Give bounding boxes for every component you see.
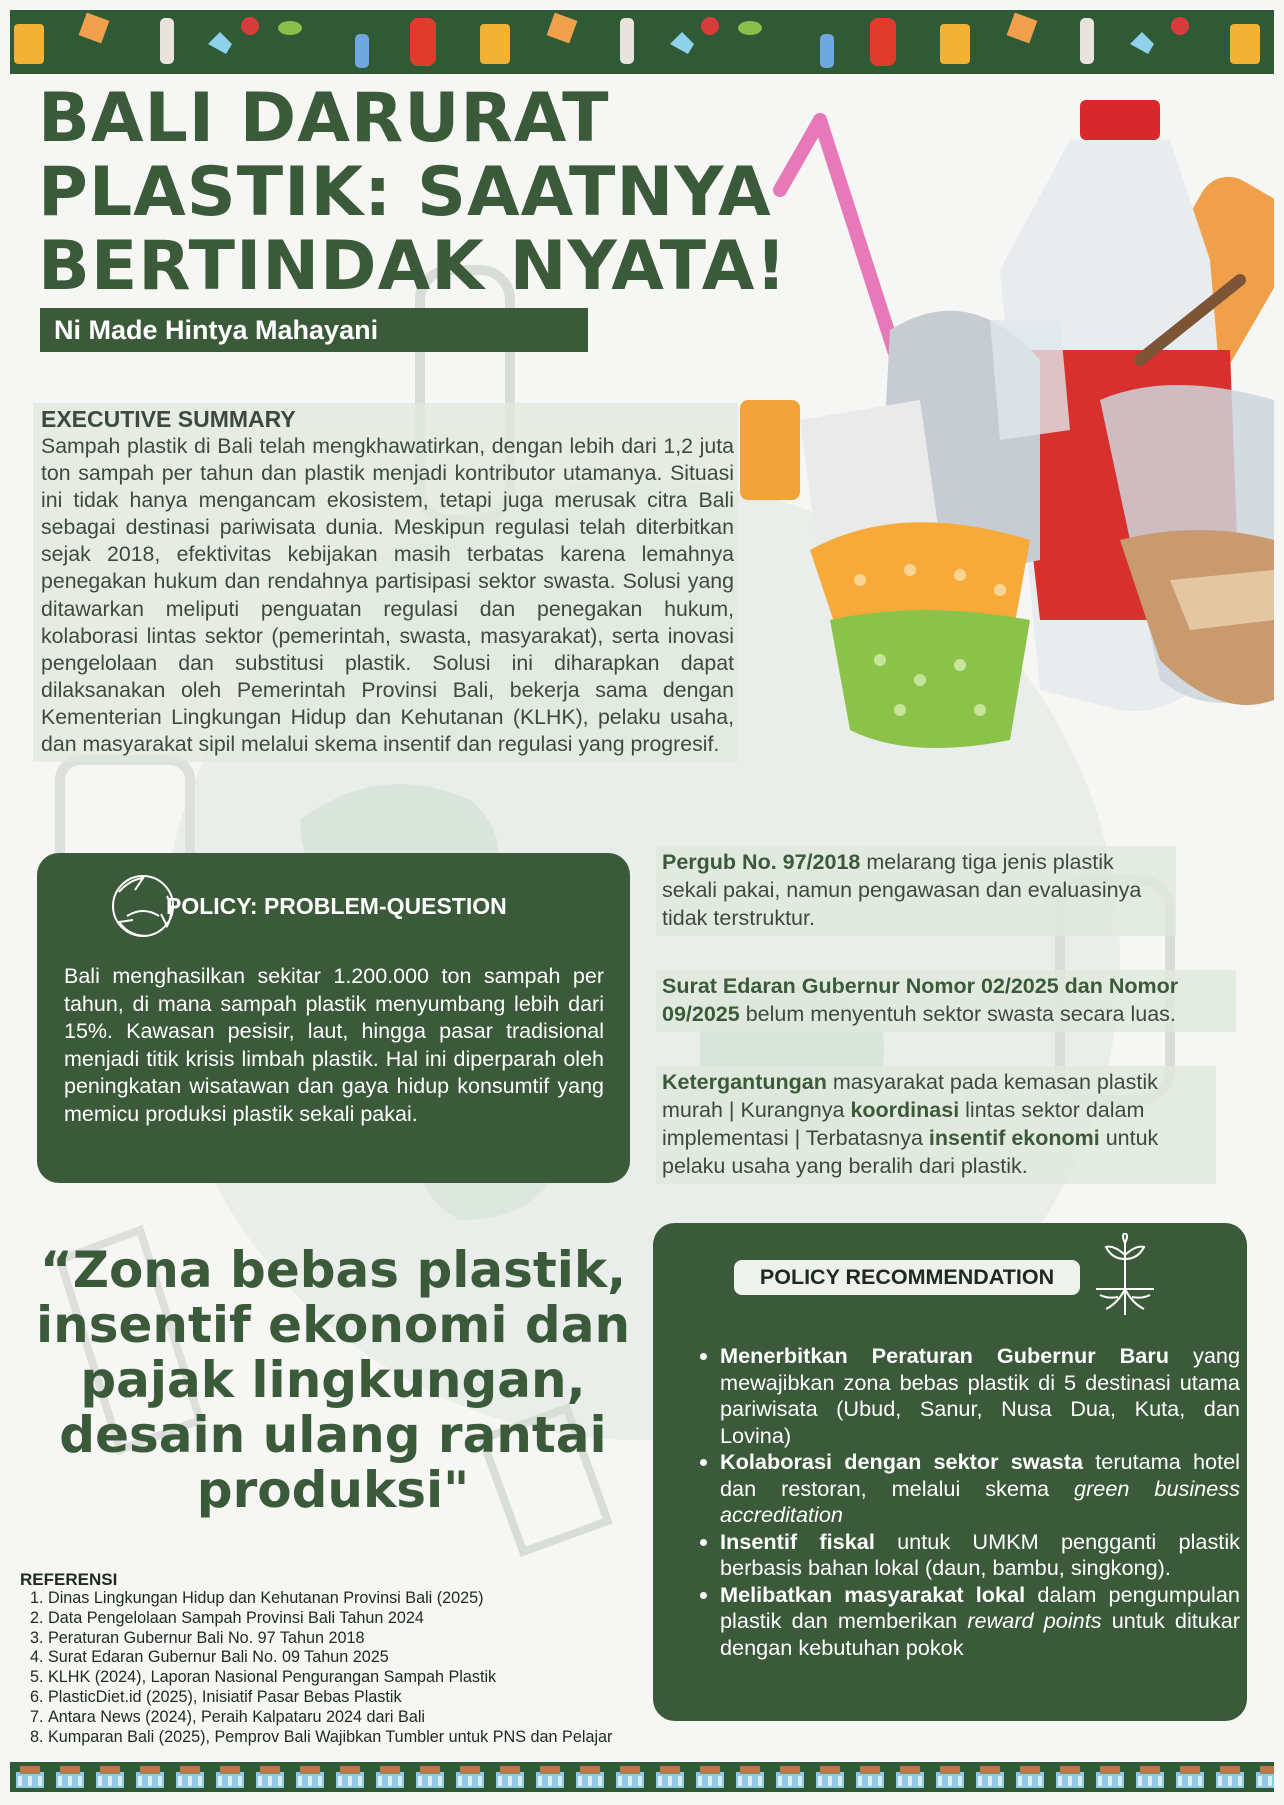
reference-item: 8. Kumparan Bali (2025), Pemprov Bali Wajibkan Tumbler untuk PNS dan Pelajar bbox=[48, 1728, 612, 1748]
fact-ketergantungan-text-3: untuk pelaku usaha yang beralih dari plastik. bbox=[662, 1126, 1159, 1178]
recommendation-item-4-text-2: untuk ditukar dengan kebutuhan pokok bbox=[720, 1608, 1240, 1660]
policy-recommendation-label: POLICY RECOMMENDATION bbox=[734, 1260, 1080, 1295]
title-line-3: BERTINDAK NYATA! bbox=[38, 227, 788, 306]
reference-item: 5. KLHK (2024), Laporan Nasional Pengurangan Sampah Plastik bbox=[48, 1668, 612, 1688]
recommendation-item-1-text: yang mewajibkan zona bebas plastik di 5 destinasi utama pariwisata (Ubud, Sanur, Nusa Dua, Kuta, dan Lovina) bbox=[720, 1343, 1240, 1448]
recommendation-item bbox=[720, 1529, 1240, 1582]
recommendation-item bbox=[720, 1343, 1240, 1449]
recommendation-item-2-text: terutama hotel dan restoran, melalui skema bbox=[720, 1449, 1240, 1501]
plant-roots-icon bbox=[1088, 1233, 1162, 1319]
references-list bbox=[32, 1589, 612, 1747]
policy-recommendation-list bbox=[700, 1343, 1240, 1661]
recommendation-item-2-italic: green business accreditation bbox=[720, 1475, 1240, 1527]
quote-line-2: insentif ekonomi dan bbox=[35, 1296, 631, 1354]
pull-quote bbox=[28, 1243, 638, 1518]
page-title bbox=[38, 79, 818, 306]
waste-pattern-icon bbox=[10, 10, 1274, 74]
references-heading: REFERENSI bbox=[20, 1570, 118, 1589]
quote-line-4: desain ulang rantai bbox=[59, 1406, 607, 1464]
recommendation-item-4-italic: reward points bbox=[967, 1608, 1102, 1633]
executive-summary-panel bbox=[33, 403, 738, 762]
reference-item: 7. Antara News (2024), Peraih Kalpataru 2024 dari Bali bbox=[48, 1708, 612, 1728]
problem-question-body: Bali menghasilkan sekitar 1.200.000 ton sampah per tahun, di mana sampah plastik menyumbang lebih dari 15%. Kawasan pesisir, laut, hingga pasar tradisional menjadi titik krisis limbah plastik. Hal ini diperparah oleh peningkatan wisatawan dan gaya hidup konsumtif yang memicu produksi plastik sekali pakai. bbox=[64, 964, 604, 1126]
fact-ketergantungan-text-1: masyarakat pada kemasan plastik murah | Kurangnya bbox=[662, 1070, 1158, 1122]
fact-pergub-bold: Pergub No. 97/2018 bbox=[662, 850, 861, 874]
fact-ketergantungan-text-2: lintas sektor dalam implementasi | Terbatasnya bbox=[662, 1098, 1145, 1150]
recommendation-item bbox=[720, 1582, 1240, 1662]
fact-pergub-text: melarang tiga jenis plastik sekali pakai, namun pengawasan dan evaluasinya tidak terstruktur. bbox=[662, 850, 1142, 930]
executive-summary-heading: EXECUTIVE SUMMARY bbox=[41, 406, 296, 432]
quote-line-3: pajak lingkungan, bbox=[80, 1351, 586, 1409]
top-decorative-banner bbox=[10, 10, 1274, 74]
recommendation-item-3-bold: Insentif fiskal bbox=[720, 1528, 875, 1554]
problem-question-title: POLICY: PROBLEM-QUESTION bbox=[166, 893, 507, 919]
recommendation-item-3-text: untuk UMKM pengganti plastik berbasis bahan lokal (daun, bambu, singkong). bbox=[720, 1528, 1240, 1580]
recommendation-item-2-bold: Kolaborasi dengan sektor swasta bbox=[720, 1449, 1084, 1474]
fact-surat-edaran-text: belum menyentuh sektor swasta secara luas. bbox=[739, 1002, 1176, 1026]
reference-item: 6. PlasticDiet.id (2025), Inisiatif Pasar Bebas Plastik bbox=[48, 1688, 612, 1708]
plant-pot-pattern-icon bbox=[10, 1762, 1274, 1792]
recommendation-item-4-text: dalam pengumpulan plastik dan memberikan bbox=[720, 1581, 1240, 1633]
quote-line-1: “Zona bebas plastik, bbox=[39, 1241, 627, 1299]
title-line-1: BALI DARURAT bbox=[38, 79, 610, 158]
fact-ketergantungan-bold-3: insentif ekonomi bbox=[928, 1126, 1100, 1150]
recommendation-item bbox=[720, 1449, 1240, 1529]
reference-item: 4. Surat Edaran Gubernur Bali No. 09 Tahun 2025 bbox=[48, 1648, 612, 1668]
plastic-waste-illustration bbox=[740, 100, 1274, 800]
fact-ketergantungan-bold-2: koordinasi bbox=[850, 1098, 960, 1122]
reference-item: 3. Peraturan Gubernur Bali No. 97 Tahun 2018 bbox=[48, 1629, 612, 1649]
author-banner: Ni Made Hintya Mahayani bbox=[40, 308, 588, 352]
fact-surat-edaran-bold: Surat Edaran Gubernur Nomor 02/2025 dan Nomor 09/2025 bbox=[662, 974, 1179, 1026]
recommendation-item-4-bold: Melibatkan masyarakat lokal bbox=[720, 1581, 1026, 1607]
reference-item: 2. Data Pengelolaan Sampah Provinsi Bali Tahun 2024 bbox=[48, 1609, 612, 1629]
reference-item: 1. Dinas Lingkungan Hidup dan Kehutanan Provinsi Bali (2025) bbox=[48, 1589, 612, 1609]
executive-summary-body: Sampah plastik di Bali telah mengkhawatirkan, dengan lebih dari 1,2 juta ton sampah per tahun dan plastik menjadi kontributor utamanya. Situasi ini tidak hanya mengancam ekosistem, tetapi juga merusak citra Bali sebagai destinasi pariwisata dunia. Meskipun regulasi telah diterbitkan sejak 2018, efektivitas kebijakan masih terbatas karena lemahnya penegakan hukum dan rendahnya partisipasi sektor swasta. Solusi yang ditawarkan meliputi penguatan regulasi dan penegakan hukum, kolaborasi lintas sektor (pemerintah, swasta, masyarakat), serta inovasi pengelolaan dan substitusi plastik. Solusi ini diharapkan dapat dilaksanakan oleh Pemerintah Provinsi Bali, bekerja sama dengan Kementerian Lingkungan Hidup dan Kehutanan (KLHK), pelaku usaha, dan masyarakat sipil melalui skema insentif dan regulasi yang progresif. bbox=[41, 434, 734, 757]
fact-pergub bbox=[656, 846, 1176, 936]
title-line-2: PLASTIK: SAATNYA bbox=[38, 153, 772, 232]
fact-ketergantungan bbox=[656, 1066, 1216, 1184]
quote-line-5: produksi" bbox=[196, 1461, 470, 1519]
recommendation-item-1-bold: Menerbitkan Peraturan Gubernur Baru bbox=[720, 1343, 1170, 1368]
fact-ketergantungan-bold-1: Ketergantungan bbox=[662, 1070, 827, 1094]
bottom-decorative-banner bbox=[10, 1762, 1274, 1792]
fact-surat-edaran bbox=[656, 970, 1236, 1032]
